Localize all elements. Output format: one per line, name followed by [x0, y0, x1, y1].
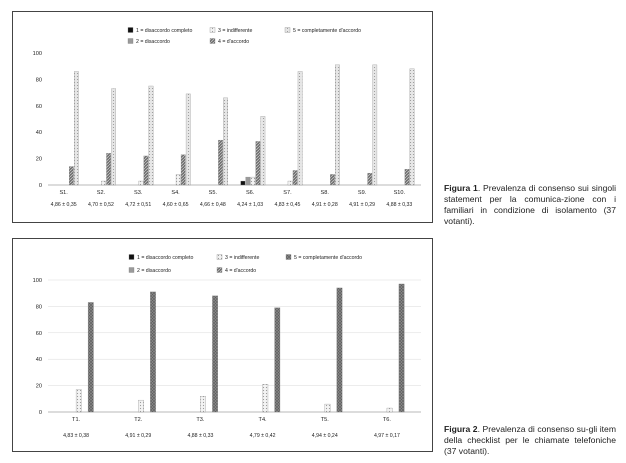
y-tick-label: 20	[35, 383, 42, 390]
x-tick-label: S1.	[59, 190, 68, 196]
legend-entry: 4 = d'accordo	[225, 268, 257, 274]
bar	[275, 308, 280, 412]
x-tick-label: S10.	[393, 190, 406, 196]
category-stat-label: 4,94 ± 0,24	[311, 433, 338, 439]
bar	[149, 86, 153, 185]
legend-swatch	[129, 255, 134, 260]
category-stat-label: 4,72 ± 0,51	[125, 202, 152, 208]
x-tick-label: S6.	[245, 190, 255, 196]
legend-swatch	[128, 28, 133, 33]
x-tick-label: S3.	[134, 190, 143, 196]
legend-entry: 3 = indifferente	[225, 255, 260, 261]
x-tick-label: T6.	[382, 417, 391, 423]
x-tick-label: T2.	[134, 417, 143, 423]
legend-entry: 2 = disaccordo	[137, 268, 171, 274]
bar	[298, 71, 302, 185]
y-tick-label: 20	[35, 156, 42, 163]
category-stat-label: 4,88 ± 0,33	[187, 433, 214, 439]
legend-swatch	[210, 28, 215, 33]
legend-entry: 3 = indifferente	[218, 28, 253, 34]
bar	[330, 174, 334, 185]
category-stat-label: 4,79 ± 0,42	[249, 433, 276, 439]
legend-swatch	[129, 268, 134, 273]
category-stat-label: 4,70 ± 0,52	[87, 202, 114, 208]
legend-swatch	[210, 39, 215, 44]
category-stat-label: 4,60 ± 0,65	[162, 202, 189, 208]
bar	[186, 94, 190, 185]
bar	[325, 404, 330, 412]
bar	[293, 170, 297, 185]
bar	[69, 167, 73, 185]
bar	[111, 89, 115, 185]
y-tick-label: 80	[35, 77, 42, 84]
y-tick-label: 60	[35, 330, 42, 337]
y-tick-label: 100	[32, 278, 42, 284]
x-tick-label: T5.	[320, 417, 329, 423]
category-stat-label: 4,86 ± 0,35	[50, 202, 77, 208]
bar	[138, 400, 143, 412]
bar	[373, 65, 377, 185]
x-tick-label: T4.	[258, 417, 267, 423]
bar	[150, 292, 155, 412]
bar	[76, 390, 81, 412]
bar	[74, 71, 78, 185]
bar	[246, 177, 250, 185]
y-tick-label: 80	[35, 304, 42, 311]
legend-swatch	[285, 28, 290, 33]
bar	[223, 98, 227, 185]
y-tick-label: 100	[32, 51, 42, 57]
x-tick-label: S8.	[320, 190, 329, 196]
category-stat-label: 4,97 ± 0,17	[373, 433, 400, 439]
bar	[101, 181, 105, 185]
legend-swatch	[128, 39, 133, 44]
bar	[218, 140, 222, 185]
category-stat-label: 4,91 ± 0,28	[311, 202, 338, 208]
figure-2-caption-label: Figura 2	[444, 424, 478, 434]
y-tick-label: 0	[38, 183, 42, 189]
y-tick-label: 40	[35, 130, 42, 137]
legend-entry: 4 = d'accordo	[218, 39, 250, 45]
category-stat-label: 4,91 ± 0,29	[349, 202, 376, 208]
bar	[337, 288, 342, 412]
bar	[200, 396, 205, 412]
bar	[368, 173, 372, 185]
category-stat-label: 4,88 ± 0,33	[386, 202, 413, 208]
category-stat-label: 4,91 ± 0,29	[125, 433, 152, 439]
figure-1-caption-label: Figura 1	[444, 183, 478, 193]
x-tick-label: S5.	[208, 190, 218, 196]
category-stat-label: 4,83 ± 0,45	[274, 202, 301, 208]
figure-2-caption-text: . Prevalenza di consenso su-gli item della checklist per le chiamate telefoniche (37 votanti).	[444, 424, 616, 456]
figure-1-caption	[444, 183, 616, 227]
x-tick-label: S9.	[357, 190, 367, 196]
figure-1-caption-text: . Prevalenza di consenso sui singoli statement per la comunica-zione con i familiari in condizione di isolamento (37 votanti).	[444, 183, 616, 226]
bar	[335, 65, 339, 185]
bar	[251, 177, 255, 185]
x-tick-label: T1.	[72, 417, 81, 423]
bar	[212, 296, 217, 412]
x-tick-label: T3.	[196, 417, 205, 423]
category-stat-label: 4,83 ± 0,38	[63, 433, 90, 439]
figure-2-caption	[444, 424, 616, 457]
y-tick-label: 0	[38, 410, 42, 416]
bar	[106, 153, 110, 185]
bar	[256, 141, 260, 185]
figure-2-svg	[13, 239, 432, 451]
figure-2-chart	[12, 238, 433, 452]
bar	[181, 155, 185, 185]
figure-1-svg	[13, 12, 432, 222]
x-tick-label: S2.	[96, 190, 106, 196]
bar	[144, 156, 148, 185]
legend-entry: 5 = completamente d'accordo	[293, 28, 362, 34]
legend-swatch	[217, 255, 222, 260]
bar	[410, 69, 414, 185]
category-stat-label: 4,66 ± 0,48	[199, 202, 226, 208]
bar	[399, 284, 404, 412]
figure-1-chart	[12, 11, 433, 223]
legend-swatch	[286, 255, 291, 260]
bar	[288, 181, 292, 185]
category-stat-label: 4,24 ± 1,03	[237, 202, 264, 208]
x-tick-label: S4.	[171, 190, 180, 196]
y-tick-label: 40	[35, 357, 42, 364]
bar	[241, 181, 245, 185]
bar	[263, 384, 268, 412]
legend-entry: 2 = disaccordo	[136, 39, 170, 45]
bar	[139, 181, 143, 185]
bar	[261, 116, 265, 185]
bar	[405, 169, 409, 185]
legend-entry: 5 = completamente d'accordo	[294, 255, 363, 261]
legend-entry: 1 = disaccordo completo	[136, 28, 193, 34]
bar	[88, 302, 93, 412]
legend-swatch	[217, 268, 222, 273]
bar	[387, 408, 392, 412]
x-tick-label: S7.	[283, 190, 292, 196]
y-tick-label: 60	[35, 103, 42, 110]
legend-entry: 1 = disaccordo completo	[137, 255, 194, 261]
bar	[176, 174, 180, 185]
